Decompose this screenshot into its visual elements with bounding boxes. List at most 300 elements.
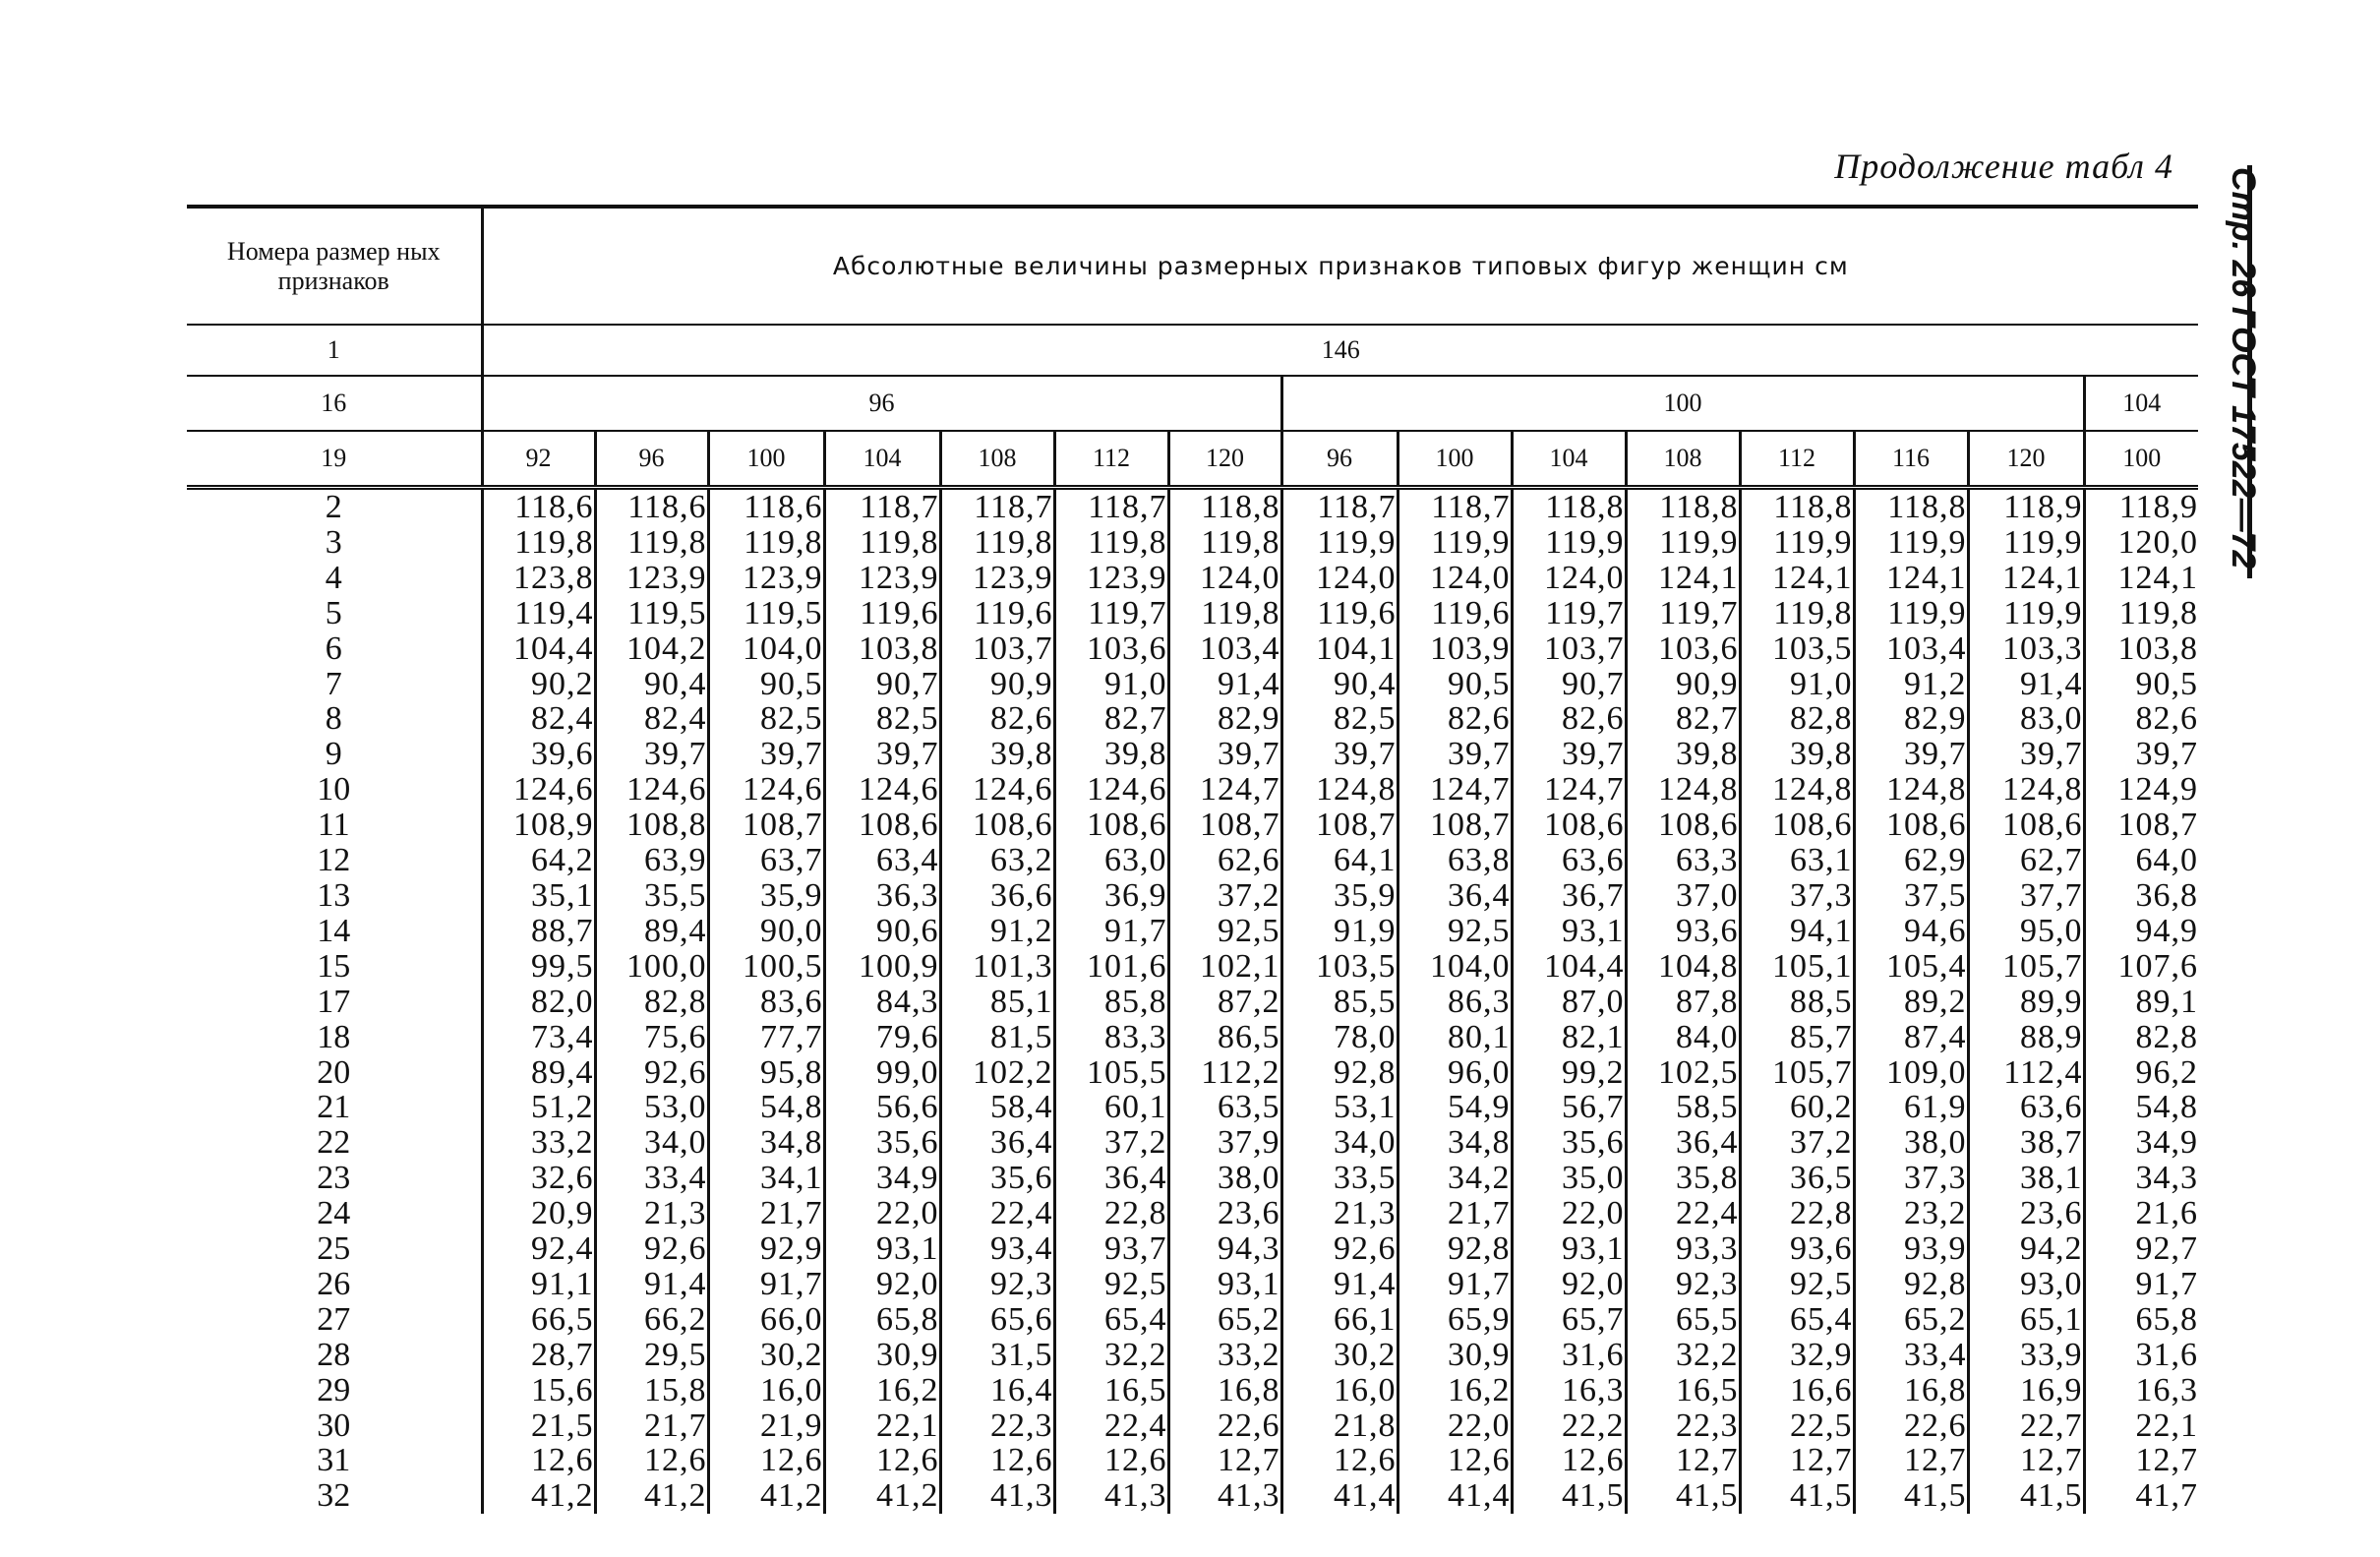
table-cell: 36,5 (1740, 1161, 1854, 1196)
table-cell: 65,4 (1740, 1302, 1854, 1338)
table-cell: 12,6 (1398, 1443, 1512, 1478)
table-cell: 92,5 (1168, 914, 1281, 949)
table-cell: 91,4 (595, 1267, 708, 1302)
table-cell: 85,5 (1281, 985, 1398, 1020)
table-cell: 87,8 (1626, 985, 1740, 1020)
table-cell: 124,7 (1398, 772, 1512, 808)
table-cell: 58,5 (1626, 1090, 1740, 1125)
table-cell: 118,7 (1281, 488, 1398, 525)
table-cell: 22,8 (1740, 1196, 1854, 1231)
table-cell: 119,8 (1168, 596, 1281, 631)
table-cell: 37,3 (1854, 1161, 1968, 1196)
table-row (187, 667, 2198, 702)
table-cell: 56,7 (1512, 1090, 1626, 1125)
row-number: 5 (325, 594, 342, 631)
table-cell: 34,9 (824, 1161, 940, 1196)
table-cell: 87,0 (1512, 985, 1626, 1020)
table-cell: 81,5 (940, 1020, 1054, 1055)
table-cell: 123,9 (595, 561, 708, 596)
level-16-label: 16 (321, 389, 347, 417)
table-cell: 95,0 (1968, 914, 2084, 949)
table-cell: 87,4 (1854, 1020, 1968, 1055)
table-cell: 82,6 (940, 701, 1054, 737)
table-cell: 103,6 (1626, 631, 1740, 667)
table-cell: 119,9 (1398, 525, 1512, 561)
table-cell: 119,8 (1168, 525, 1281, 561)
table-cell: 91,4 (1168, 667, 1281, 702)
table-cell: 53,0 (595, 1090, 708, 1125)
table-cell: 92,4 (482, 1231, 595, 1267)
table-cell: 120,0 (2084, 525, 2198, 561)
table-cell: 58,4 (940, 1090, 1054, 1125)
table-cell: 16,8 (1854, 1373, 1968, 1408)
table-cell: 118,6 (708, 488, 824, 525)
table-cell: 96,2 (2084, 1055, 2198, 1091)
table-cell: 23,2 (1854, 1196, 1968, 1231)
table-cell: 36,6 (940, 878, 1054, 914)
table-cell: 39,7 (708, 737, 824, 772)
row-number: 30 (317, 1407, 351, 1444)
table-row (187, 772, 2198, 808)
table-cell: 34,1 (708, 1161, 824, 1196)
table-cell: 41,2 (482, 1478, 595, 1514)
table-cell: 33,2 (482, 1125, 595, 1161)
table-cell: 85,8 (1054, 985, 1168, 1020)
table-cell: 90,2 (482, 667, 595, 702)
level-16-group: 100 (1281, 376, 2084, 431)
table-cell: 15,6 (482, 1373, 595, 1408)
row-number: 18 (317, 1018, 351, 1055)
table-cell: 21,8 (1281, 1408, 1398, 1444)
table-cell: 63,3 (1626, 843, 1740, 878)
table-cell: 66,5 (482, 1302, 595, 1338)
table-cell: 124,0 (1281, 561, 1398, 596)
table-cell: 65,8 (2084, 1302, 2198, 1338)
table-row (187, 596, 2198, 631)
table-cell: 91,2 (940, 914, 1054, 949)
table-cell: 82,5 (708, 701, 824, 737)
table-cell: 118,7 (1054, 488, 1168, 525)
table-cell: 73,4 (482, 1020, 595, 1055)
table-cell: 119,7 (1512, 596, 1626, 631)
row-number: 24 (317, 1195, 351, 1232)
table-cell: 64,2 (482, 843, 595, 878)
table-cell: 35,5 (595, 878, 708, 914)
table-cell: 119,8 (824, 525, 940, 561)
table-cell: 100,5 (708, 949, 824, 985)
table-cell: 35,0 (1512, 1161, 1626, 1196)
table-row (187, 1478, 2198, 1514)
table-cell: 104,1 (1281, 631, 1398, 667)
table-cell: 82,9 (1854, 701, 1968, 737)
table-cell: 108,9 (482, 808, 595, 843)
table-cell: 89,1 (2084, 985, 2198, 1020)
table-cell: 30,9 (824, 1338, 940, 1373)
table-cell: 39,8 (940, 737, 1054, 772)
table-cell: 21,7 (595, 1408, 708, 1444)
row-number: 6 (325, 629, 342, 667)
table-row (187, 808, 2198, 843)
table-cell: 16,8 (1168, 1373, 1281, 1408)
table-cell: 93,9 (1854, 1231, 1968, 1267)
table-cell: 31,6 (1512, 1338, 1626, 1373)
table-cell: 32,9 (1740, 1338, 1854, 1373)
level-1-value: 146 (482, 325, 2198, 376)
row-number: 21 (317, 1089, 351, 1126)
level-19-value: 120 (1168, 431, 1281, 488)
table-cell: 119,9 (1512, 525, 1626, 561)
table-cell: 36,4 (1398, 878, 1512, 914)
table-cell: 30,2 (708, 1338, 824, 1373)
table-cell: 34,8 (708, 1125, 824, 1161)
table-cell: 22,0 (824, 1196, 940, 1231)
table-cell: 53,1 (1281, 1090, 1398, 1125)
table-cell: 63,7 (708, 843, 824, 878)
table-cell: 92,8 (1281, 1055, 1398, 1091)
table-cell: 90,7 (1512, 667, 1626, 702)
table-cell: 12,6 (482, 1443, 595, 1478)
table-cell: 118,8 (1168, 488, 1281, 525)
table-cell: 93,1 (824, 1231, 940, 1267)
table-cell: 103,6 (1054, 631, 1168, 667)
table-cell: 93,3 (1626, 1231, 1740, 1267)
table-cell: 34,0 (1281, 1125, 1398, 1161)
table-cell: 90,4 (595, 667, 708, 702)
table-cell: 118,8 (1740, 488, 1854, 525)
table-cell: 84,3 (824, 985, 940, 1020)
table-cell: 65,8 (824, 1302, 940, 1338)
table-cell: 41,5 (1854, 1478, 1968, 1514)
table-cell: 83,3 (1054, 1020, 1168, 1055)
table-row (187, 1267, 2198, 1302)
table-cell: 108,7 (2084, 808, 2198, 843)
table-cell: 37,3 (1740, 878, 1854, 914)
table-cell: 22,6 (1854, 1408, 1968, 1444)
table-cell: 63,9 (595, 843, 708, 878)
table-cell: 32,6 (482, 1161, 595, 1196)
table-cell: 119,8 (1054, 525, 1168, 561)
table-row (187, 488, 2198, 525)
table-cell: 21,7 (1398, 1196, 1512, 1231)
table-cell: 12,6 (595, 1443, 708, 1478)
table-cell: 119,8 (595, 525, 708, 561)
table-cell: 23,6 (1168, 1196, 1281, 1231)
table-cell: 101,3 (940, 949, 1054, 985)
table-cell: 16,3 (2084, 1373, 2198, 1408)
table-cell: 79,6 (824, 1020, 940, 1055)
table-cell: 105,7 (1968, 949, 2084, 985)
table-cell: 34,9 (2084, 1125, 2198, 1161)
table-cell: 90,0 (708, 914, 824, 949)
table-cell: 62,9 (1854, 843, 1968, 878)
table-cell: 75,6 (595, 1020, 708, 1055)
table-row (187, 1161, 2198, 1196)
table-cell: 22,5 (1740, 1408, 1854, 1444)
table-cell: 119,9 (1740, 525, 1854, 561)
table-cell: 95,8 (708, 1055, 824, 1091)
table-cell: 41,3 (1168, 1478, 1281, 1514)
row-number: 27 (317, 1300, 351, 1338)
table-row (187, 1373, 2198, 1408)
table-cell: 119,9 (1854, 525, 1968, 561)
table-cell: 16,5 (1626, 1373, 1740, 1408)
table-cell: 108,6 (1054, 808, 1168, 843)
row-number: 22 (317, 1124, 351, 1162)
table-cell: 41,3 (940, 1478, 1054, 1514)
table-cell: 38,7 (1968, 1125, 2084, 1161)
table-cell: 22,7 (1968, 1408, 2084, 1444)
table-row (187, 985, 2198, 1020)
table-cell: 63,8 (1398, 843, 1512, 878)
table-cell: 101,6 (1054, 949, 1168, 985)
table-cell: 23,6 (1968, 1196, 2084, 1231)
table-cell: 102,2 (940, 1055, 1054, 1091)
table-cell: 124,1 (1854, 561, 1968, 596)
table-cell: 107,6 (2084, 949, 2198, 985)
table-cell: 36,4 (940, 1125, 1054, 1161)
table-cell: 124,9 (2084, 772, 2198, 808)
table-cell: 65,2 (1854, 1302, 1968, 1338)
table-cell: 30,9 (1398, 1338, 1512, 1373)
table-cell: 12,6 (708, 1443, 824, 1478)
table-cell: 84,0 (1626, 1020, 1740, 1055)
table-cell: 21,9 (708, 1408, 824, 1444)
row-number: 29 (317, 1371, 351, 1408)
table-cell: 119,9 (1281, 525, 1398, 561)
table-cell: 41,5 (1626, 1478, 1740, 1514)
table-row (187, 1125, 2198, 1161)
table-cell: 103,8 (824, 631, 940, 667)
table-cell: 82,6 (2084, 701, 2198, 737)
table-cell: 63,1 (1740, 843, 1854, 878)
table-cell: 22,3 (940, 1408, 1054, 1444)
table-cell: 12,7 (1740, 1443, 1854, 1478)
table-cell: 89,4 (482, 1055, 595, 1091)
table-cell: 78,0 (1281, 1020, 1398, 1055)
table-cell: 33,5 (1281, 1161, 1398, 1196)
row-number: 12 (317, 842, 351, 879)
table-cell: 93,4 (940, 1231, 1054, 1267)
table-cell: 94,9 (2084, 914, 2198, 949)
table-row (187, 525, 2198, 561)
row-number: 14 (317, 912, 351, 949)
table-cell: 92,5 (1740, 1267, 1854, 1302)
level-19-value: 120 (1968, 431, 2084, 488)
row-number: 3 (325, 523, 342, 561)
table-cell: 91,0 (1740, 667, 1854, 702)
table-row (187, 1408, 2198, 1444)
table-cell: 39,7 (1398, 737, 1512, 772)
table-cell: 119,6 (1398, 596, 1512, 631)
table-cell: 36,4 (1626, 1125, 1740, 1161)
table-cell: 92,9 (708, 1231, 824, 1267)
table-cell: 93,6 (1626, 914, 1740, 949)
table-row (187, 1302, 2198, 1338)
table-cell: 21,7 (708, 1196, 824, 1231)
table-cell: 91,7 (1398, 1267, 1512, 1302)
table-cell: 104,0 (1398, 949, 1512, 985)
table-cell: 104,2 (595, 631, 708, 667)
table-cell: 92,8 (1854, 1267, 1968, 1302)
table-cell: 36,3 (824, 878, 940, 914)
table-cell: 119,6 (940, 596, 1054, 631)
table-cell: 119,9 (1968, 596, 2084, 631)
table-cell: 35,6 (1512, 1125, 1626, 1161)
table-cell: 85,1 (940, 985, 1054, 1020)
table-cell: 90,7 (824, 667, 940, 702)
table-cell: 41,2 (824, 1478, 940, 1514)
table-cell: 63,5 (1168, 1090, 1281, 1125)
table-cell: 119,9 (1626, 525, 1740, 561)
table-cell: 38,0 (1168, 1161, 1281, 1196)
table-cell: 82,5 (824, 701, 940, 737)
table-cell: 82,6 (1398, 701, 1512, 737)
table-cell: 123,9 (1054, 561, 1168, 596)
table-cell: 39,7 (1281, 737, 1398, 772)
table-cell: 119,8 (708, 525, 824, 561)
table-cell: 119,7 (1054, 596, 1168, 631)
table-cell: 22,1 (2084, 1408, 2198, 1444)
table-cell: 63,4 (824, 843, 940, 878)
table-cell: 37,5 (1854, 878, 1968, 914)
table-cell: 21,6 (2084, 1196, 2198, 1231)
table-cell: 94,6 (1854, 914, 1968, 949)
table-cell: 124,6 (824, 772, 940, 808)
table-cell: 36,4 (1054, 1161, 1168, 1196)
table-cell: 41,5 (1512, 1478, 1626, 1514)
table-cell: 92,0 (824, 1267, 940, 1302)
table-cell: 119,5 (708, 596, 824, 631)
table-cell: 65,4 (1054, 1302, 1168, 1338)
table-cell: 16,2 (1398, 1373, 1512, 1408)
table-cell: 12,7 (1626, 1443, 1740, 1478)
table-row (187, 1196, 2198, 1231)
table-cell: 118,8 (1512, 488, 1626, 525)
table-cell: 92,0 (1512, 1267, 1626, 1302)
table-cell: 118,7 (824, 488, 940, 525)
level-19-value: 112 (1740, 431, 1854, 488)
level-19-row (187, 431, 2198, 488)
table-cell: 51,2 (482, 1090, 595, 1125)
table-cell: 66,0 (708, 1302, 824, 1338)
table-cell: 91,9 (1281, 914, 1398, 949)
table-cell: 93,1 (1512, 914, 1626, 949)
table-cell: 31,5 (940, 1338, 1054, 1373)
dimension-table (187, 205, 2198, 1514)
table-cell: 92,5 (1398, 914, 1512, 949)
table-cell: 22,1 (824, 1408, 940, 1444)
table-cell: 92,7 (2084, 1231, 2198, 1267)
table-cell: 39,6 (482, 737, 595, 772)
table-cell: 112,2 (1168, 1055, 1281, 1091)
table-cell: 123,8 (482, 561, 595, 596)
table-cell: 21,3 (595, 1196, 708, 1231)
table-cell: 65,5 (1626, 1302, 1740, 1338)
table-cell: 119,8 (2084, 596, 2198, 631)
table-cell: 118,6 (482, 488, 595, 525)
table-row (187, 631, 2198, 667)
table-row (187, 1338, 2198, 1373)
table-cell: 22,8 (1054, 1196, 1168, 1231)
table-cell: 36,8 (2084, 878, 2198, 914)
table-cell: 118,9 (1968, 488, 2084, 525)
table-cell: 35,1 (482, 878, 595, 914)
table-cell: 34,8 (1398, 1125, 1512, 1161)
row-number: 9 (325, 736, 342, 773)
table-cell: 39,7 (1168, 737, 1281, 772)
table-cell: 36,7 (1512, 878, 1626, 914)
table-cell: 100,9 (824, 949, 940, 985)
level-19-value: 100 (1398, 431, 1512, 488)
level-19-value: 108 (1626, 431, 1740, 488)
level-19-value: 100 (2084, 431, 2198, 488)
table-cell: 108,6 (824, 808, 940, 843)
table-cell: 54,8 (2084, 1090, 2198, 1125)
table-cell: 41,4 (1281, 1478, 1398, 1514)
table-cell: 12,7 (1168, 1443, 1281, 1478)
row-number: 31 (317, 1442, 351, 1479)
table-cell: 93,7 (1054, 1231, 1168, 1267)
table-cell: 88,7 (482, 914, 595, 949)
table-cell: 60,1 (1054, 1090, 1168, 1125)
table-cell: 62,6 (1168, 843, 1281, 878)
table-cell: 39,7 (595, 737, 708, 772)
table-row (187, 878, 2198, 914)
table-caption: Продолжение табл 4 (1834, 147, 2173, 186)
table-cell: 35,6 (940, 1161, 1054, 1196)
table-cell: 105,7 (1740, 1055, 1854, 1091)
table-cell: 103,5 (1740, 631, 1854, 667)
table-cell: 33,9 (1968, 1338, 2084, 1373)
row-number: 4 (325, 559, 342, 596)
table-cell: 28,7 (482, 1338, 595, 1373)
table-cell: 22,4 (1054, 1408, 1168, 1444)
table-cell: 30,2 (1281, 1338, 1398, 1373)
table-cell: 118,6 (595, 488, 708, 525)
table-cell: 108,6 (1512, 808, 1626, 843)
row-number: 2 (325, 489, 342, 525)
table-cell: 87,2 (1168, 985, 1281, 1020)
table-cell: 38,0 (1854, 1125, 1968, 1161)
table-cell: 93,1 (1512, 1231, 1626, 1267)
table-cell: 92,3 (940, 1267, 1054, 1302)
table-cell: 82,0 (482, 985, 595, 1020)
table-cell: 123,9 (940, 561, 1054, 596)
table-cell: 22,0 (1512, 1196, 1626, 1231)
table-row (187, 1231, 2198, 1267)
table-cell: 41,4 (1398, 1478, 1512, 1514)
table-cell: 39,8 (1054, 737, 1168, 772)
row-number: 8 (325, 700, 342, 738)
row-number: 10 (317, 771, 351, 808)
table-cell: 94,3 (1168, 1231, 1281, 1267)
table-cell: 118,9 (2084, 488, 2198, 525)
table-row (187, 561, 2198, 596)
table-cell: 90,5 (2084, 667, 2198, 702)
table-cell: 124,1 (1740, 561, 1854, 596)
table-cell: 105,1 (1740, 949, 1854, 985)
table-cell: 104,4 (1512, 949, 1626, 985)
table-cell: 16,5 (1054, 1373, 1168, 1408)
table-cell: 119,7 (1626, 596, 1740, 631)
abs-header: Абсолютные величины размерных признаков типовых фигур женщин см (482, 207, 2198, 325)
table-cell: 63,2 (940, 843, 1054, 878)
table-cell: 12,6 (824, 1443, 940, 1478)
table-cell: 56,6 (824, 1090, 940, 1125)
table-cell: 118,7 (940, 488, 1054, 525)
table-cell: 123,9 (708, 561, 824, 596)
row-number: 26 (317, 1265, 351, 1302)
